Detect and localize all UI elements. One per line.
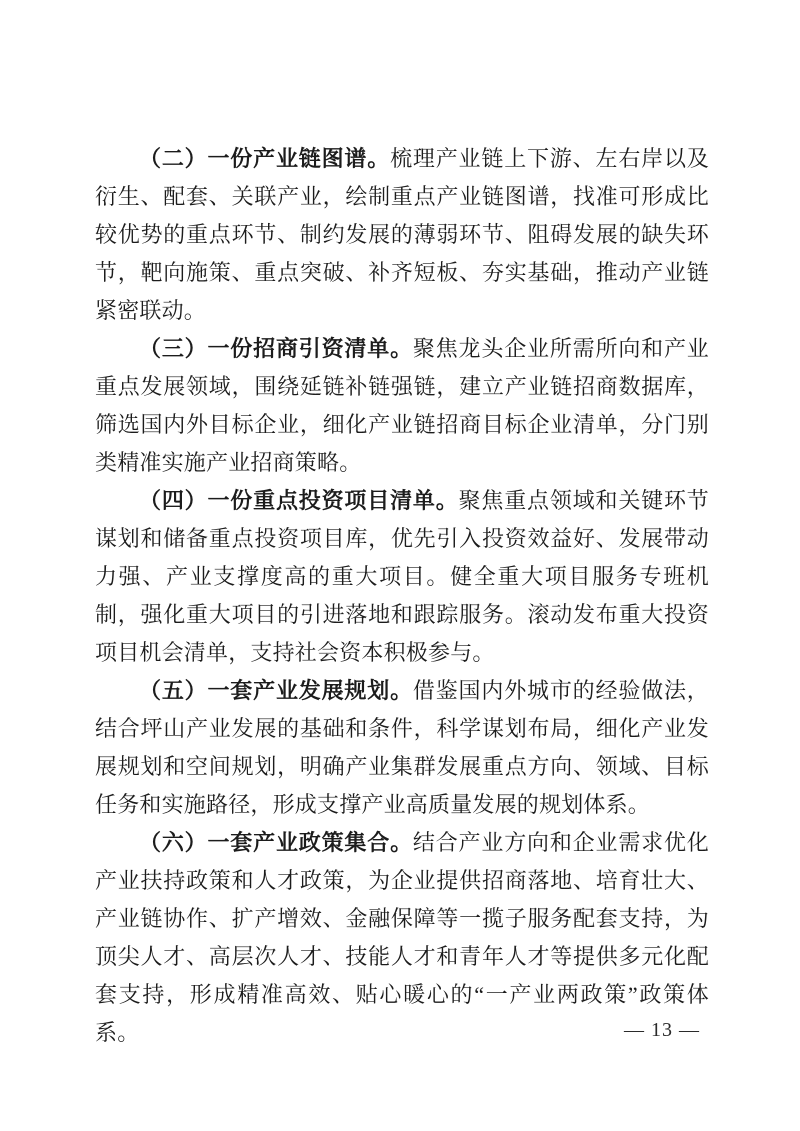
paragraph-body: 结合产业方向和企业需求优化产业扶持政策和人才政策，为企业提供招商落地、培育壮大、产业链协作、扩产增效、金融保障等一揽子服务配套支持，为顶尖人才、高层次人才、技能人才和青年人才等提供多元化配套支持，形成精准高效、贴心暖心的“一产业两政策”政策体系。	[95, 830, 709, 1045]
paragraph-3	[95, 330, 709, 482]
page-number: — 13 —	[624, 1019, 700, 1041]
paragraph-body: 聚焦龙头企业所需所向和产业重点发展领域，围绕延链补链强链，建立产业链招商数据库，筛选国内外目标企业，细化产业链招商目标企业清单，分门别类精准实施产业招商策略。	[95, 336, 709, 475]
paragraph-5	[95, 672, 709, 824]
paragraph-lead: （三）一份招商引资清单。	[139, 336, 413, 361]
paragraph-body: 聚焦重点领域和关键环节谋划和储备重点投资项目库，优先引入投资效益好、发展带动力强、产业支撑度高的重大项目。健全重大项目服务专班机制，强化重大项目的引进落地和跟踪服务。滚动发布重大投资项目机会清单，支持社会资本积极参与。	[95, 488, 709, 665]
paragraph-2	[95, 140, 709, 330]
paragraph-lead: （六）一套产业政策集合。	[139, 830, 413, 855]
paragraph-body: 借鉴国内外城市的经验做法，结合坪山产业发展的基础和条件，科学谋划布局，细化产业发展规划和空间规划，明确产业集群发展重点方向、领域、目标任务和实施路径，形成支撑产业高质量发展的规划体系。	[95, 678, 709, 817]
paragraph-body: 梳理产业链上下游、左右岸以及衍生、配套、关联产业，绘制重点产业链图谱，找准可形成比较优势的重点环节、制约发展的薄弱环节、阻碍发展的缺失环节，靶向施策、重点突破、补齐短板、夯实基础，推动产业链紧密联动。	[95, 146, 709, 323]
paragraph-lead: （五）一套产业发展规划。	[139, 678, 413, 703]
document-body	[95, 140, 709, 1052]
paragraph-lead: （二）一份产业链图谱。	[139, 146, 391, 171]
paragraph-4	[95, 482, 709, 672]
paragraph-lead: （四）一份重点投资项目清单。	[139, 488, 459, 513]
paragraph-6	[95, 824, 709, 1052]
